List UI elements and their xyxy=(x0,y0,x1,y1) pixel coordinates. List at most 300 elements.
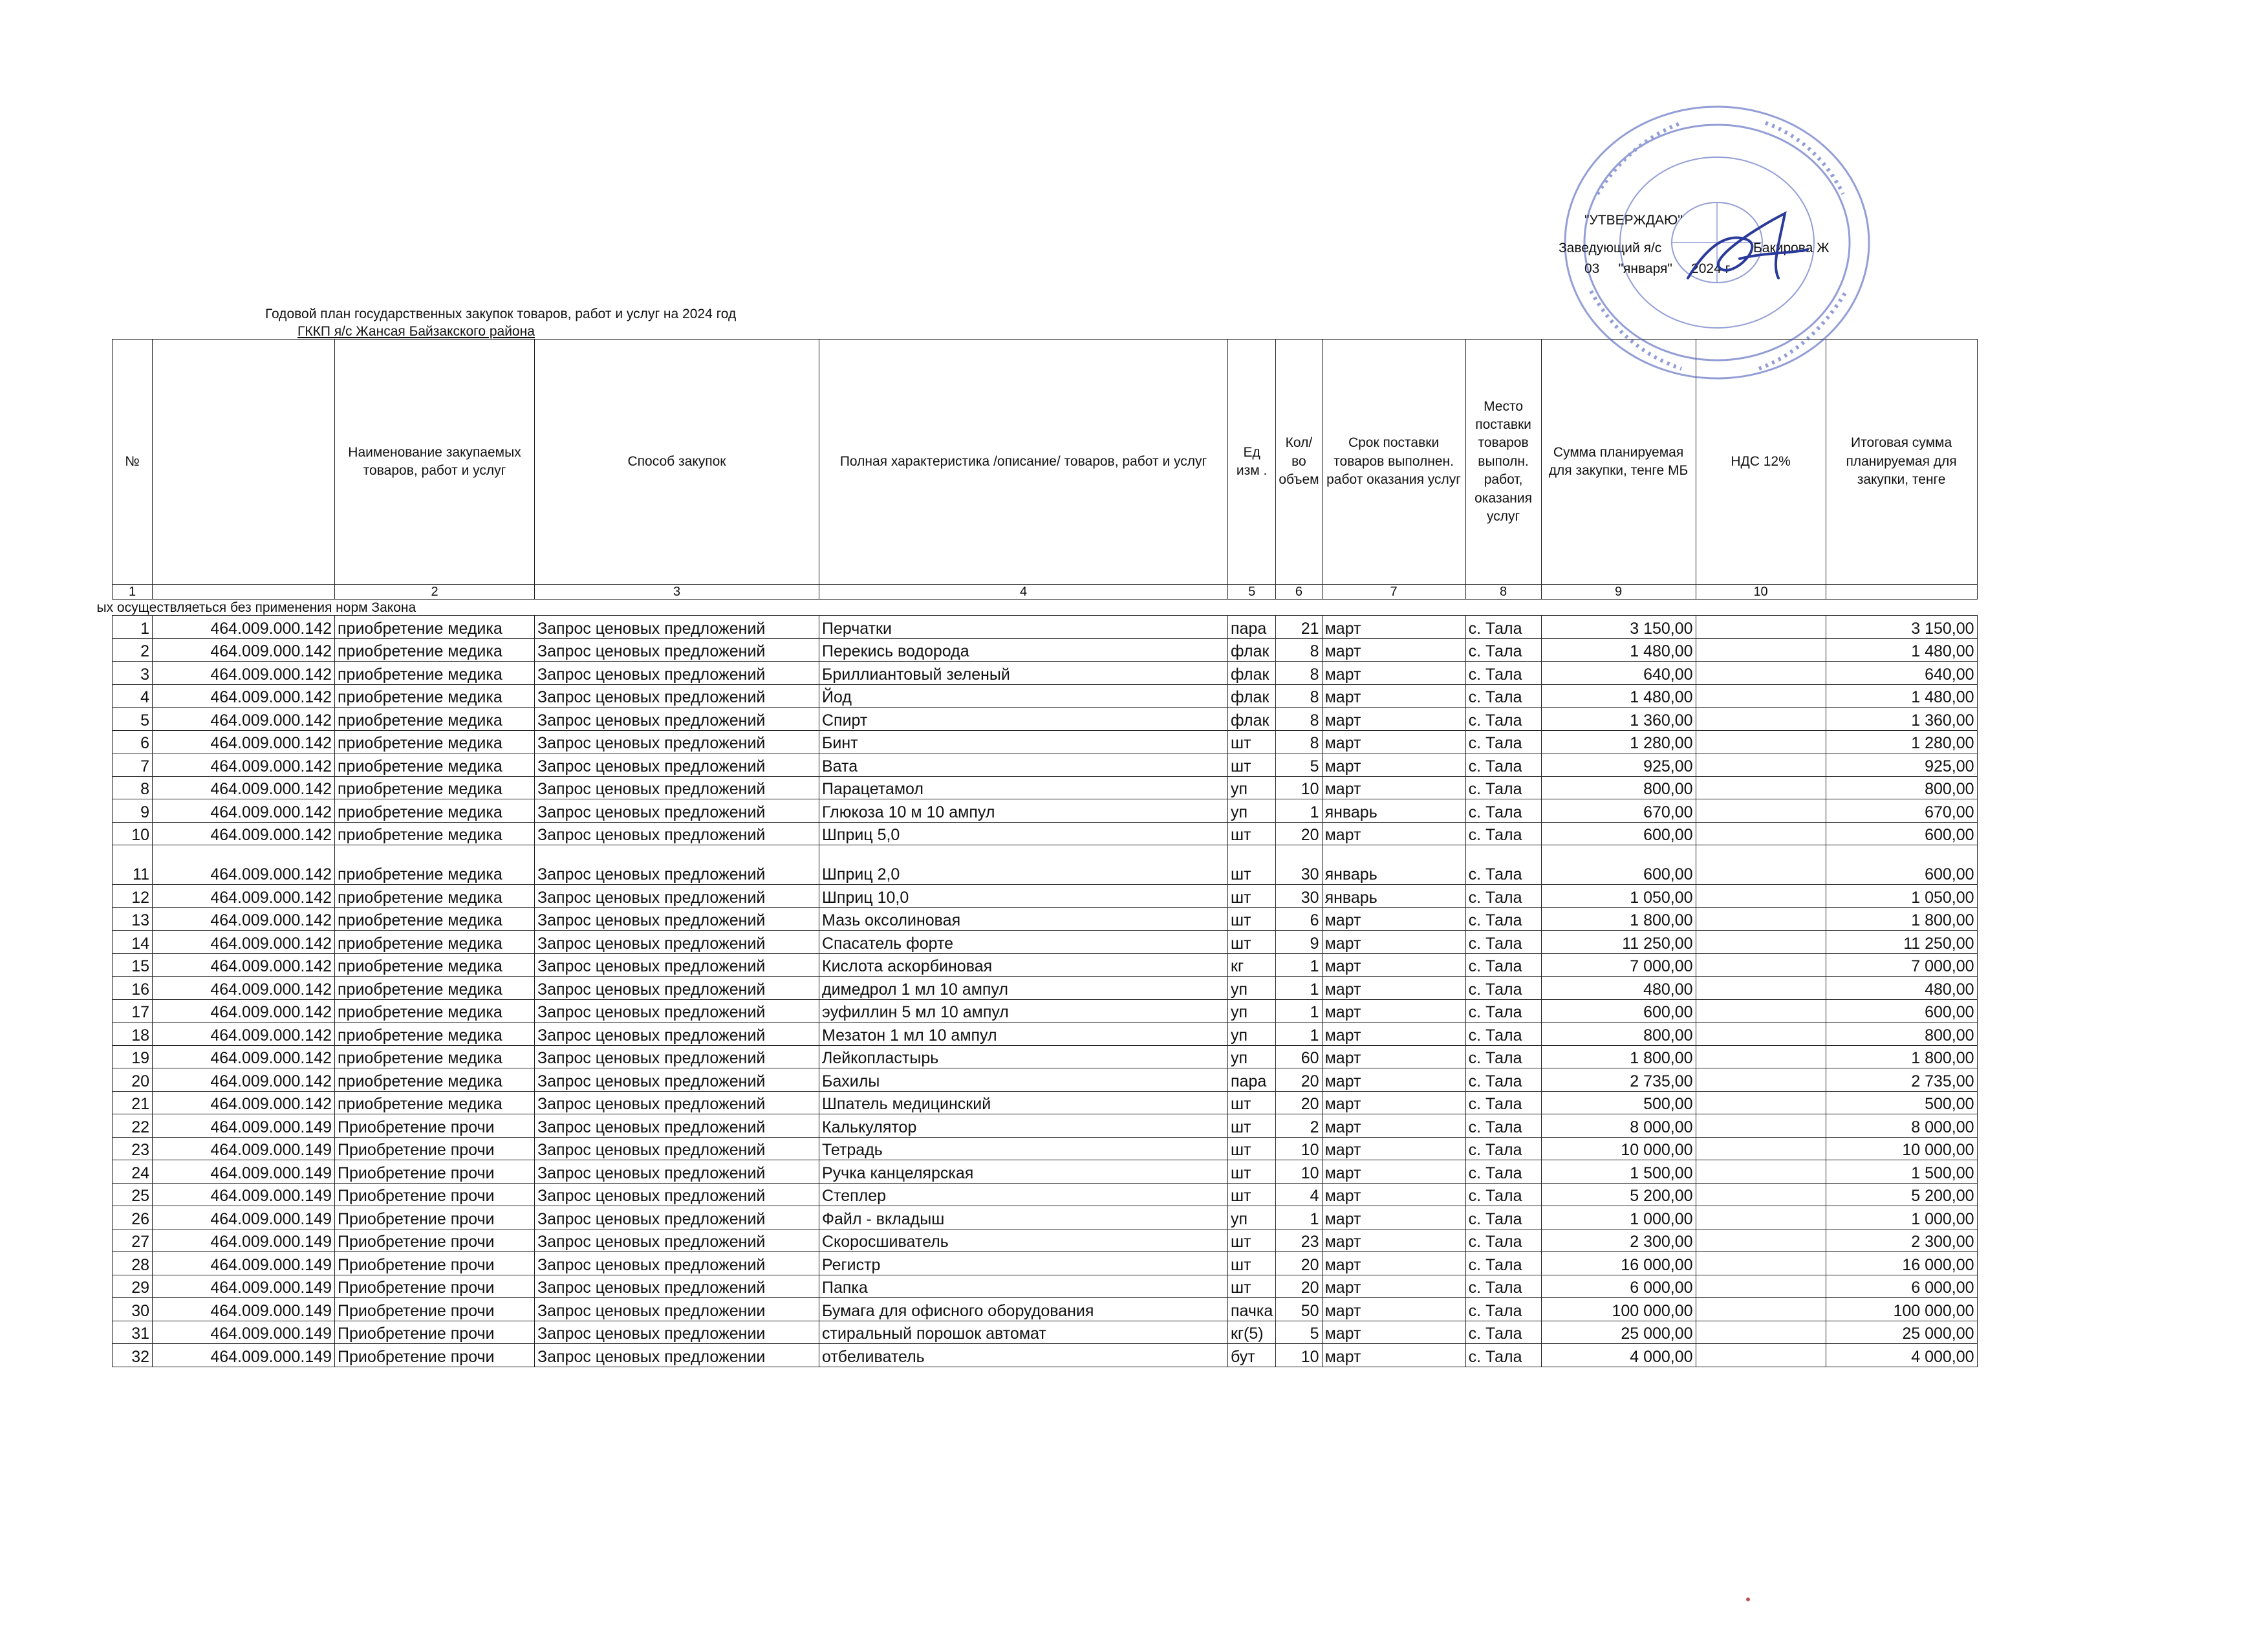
item-description: Тетрадь xyxy=(819,1137,1228,1160)
row-number: 20 xyxy=(113,1068,153,1092)
column-number: 7 xyxy=(1322,585,1465,600)
budget-code: 464.009.000.142 xyxy=(153,1091,335,1114)
vat-amount xyxy=(1696,1045,1826,1068)
total-sum: 11 250,00 xyxy=(1826,931,1977,954)
procurement-method: Запрос ценовых предложений xyxy=(535,616,819,639)
vat-amount xyxy=(1696,1137,1826,1160)
item-name: Приобретение прочи xyxy=(335,1183,535,1206)
planned-sum: 1 360,00 xyxy=(1541,708,1696,731)
unit: флак xyxy=(1228,638,1276,662)
quantity: 2 xyxy=(1276,1114,1322,1138)
quantity: 1 xyxy=(1276,1023,1322,1046)
table-row xyxy=(113,776,1978,799)
planned-sum: 600,00 xyxy=(1541,822,1696,845)
row-number: 1 xyxy=(113,616,153,639)
procurement-method: Запрос ценовых предложений xyxy=(535,845,819,885)
item-description: Калькулятор xyxy=(819,1114,1228,1138)
planned-sum: 925,00 xyxy=(1541,753,1696,777)
budget-code: 464.009.000.149 xyxy=(153,1252,335,1275)
procurement-method: Запрос ценовых предложений xyxy=(535,1045,819,1068)
budget-code: 464.009.000.142 xyxy=(153,931,335,954)
delivery-place: с. Тала xyxy=(1465,1321,1541,1344)
total-sum: 3 150,00 xyxy=(1826,616,1977,639)
delivery-place: с. Тала xyxy=(1465,1275,1541,1298)
item-description: Кислота аскорбиновая xyxy=(819,953,1228,977)
unit: шт xyxy=(1228,1160,1276,1184)
table-row xyxy=(113,1114,1978,1138)
row-number: 12 xyxy=(113,885,153,908)
unit: уп xyxy=(1228,776,1276,799)
item-description: Шприц 10,0 xyxy=(819,885,1228,908)
row-number: 13 xyxy=(113,907,153,931)
delivery-place: с. Тала xyxy=(1465,931,1541,954)
quantity: 8 xyxy=(1276,662,1322,685)
procurement-method: Запрос ценовых предложений xyxy=(535,1183,819,1206)
total-sum: 6 000,00 xyxy=(1826,1275,1977,1298)
item-name: приобретение медика xyxy=(335,753,535,777)
item-description: Спирт xyxy=(819,708,1228,731)
delivery-place: с. Тала xyxy=(1465,885,1541,908)
header-cell: Сумма планируемая для закупки, тенге МБ xyxy=(1541,340,1696,585)
item-name: Приобретение прочи xyxy=(335,1137,535,1160)
item-description: эуфиллин 5 мл 10 ампул xyxy=(819,999,1228,1023)
header-cell: НДС 12% xyxy=(1696,340,1826,585)
budget-code: 464.009.000.142 xyxy=(153,1023,335,1046)
delivery-term: март xyxy=(1322,1091,1465,1114)
budget-code: 464.009.000.142 xyxy=(153,753,335,777)
delivery-term: март xyxy=(1322,708,1465,731)
unit: флак xyxy=(1228,684,1276,708)
quantity: 10 xyxy=(1276,776,1322,799)
delivery-term: март xyxy=(1322,753,1465,777)
vat-amount xyxy=(1696,1344,1826,1367)
row-number: 28 xyxy=(113,1252,153,1275)
total-sum: 8 000,00 xyxy=(1826,1114,1977,1138)
delivery-term: март xyxy=(1322,1068,1465,1092)
unit: шт xyxy=(1228,1275,1276,1298)
quantity: 8 xyxy=(1276,684,1322,708)
quantity: 10 xyxy=(1276,1160,1322,1184)
procurement-method: Запрос ценовых предложений xyxy=(535,999,819,1023)
quantity: 23 xyxy=(1276,1229,1322,1252)
budget-code: 464.009.000.142 xyxy=(153,730,335,753)
unit: шт xyxy=(1228,822,1276,845)
vat-amount xyxy=(1696,1160,1826,1184)
delivery-place: с. Тала xyxy=(1465,1206,1541,1229)
item-description: отбеливатель xyxy=(819,1344,1228,1367)
quantity: 10 xyxy=(1276,1137,1322,1160)
quantity: 8 xyxy=(1276,638,1322,662)
quantity: 1 xyxy=(1276,999,1322,1023)
item-description: Перекись водорода xyxy=(819,638,1228,662)
budget-code: 464.009.000.149 xyxy=(153,1321,335,1344)
delivery-term: март xyxy=(1322,1137,1465,1160)
item-description: Бриллиантовый зеленый xyxy=(819,662,1228,685)
table-row xyxy=(113,999,1978,1023)
delivery-term: март xyxy=(1322,907,1465,931)
quantity: 20 xyxy=(1276,1091,1322,1114)
delivery-term: март xyxy=(1322,730,1465,753)
header-cell: № xyxy=(113,340,153,585)
item-name: приобретение медика xyxy=(335,1091,535,1114)
procurement-method: Запрос ценовых предложений xyxy=(535,684,819,708)
total-sum: 1 500,00 xyxy=(1826,1160,1977,1184)
section-note: ых осуществляеться без применения норм Закона xyxy=(96,600,416,615)
total-sum: 670,00 xyxy=(1826,799,1977,823)
budget-code: 464.009.000.149 xyxy=(153,1206,335,1229)
planned-sum: 5 200,00 xyxy=(1541,1183,1696,1206)
delivery-place: с. Тала xyxy=(1465,1137,1541,1160)
vat-amount xyxy=(1696,730,1826,753)
delivery-term: январь xyxy=(1322,845,1465,885)
item-name: Приобретение прочи xyxy=(335,1275,535,1298)
item-name: приобретение медика xyxy=(335,999,535,1023)
budget-code: 464.009.000.142 xyxy=(153,977,335,1000)
item-description: Мазь оксолиновая xyxy=(819,907,1228,931)
unit: уп xyxy=(1228,977,1276,1000)
column-number: 2 xyxy=(335,585,535,600)
delivery-term: март xyxy=(1322,1275,1465,1298)
row-number: 10 xyxy=(113,822,153,845)
header-cell: Полная характеристика /описание/ товаров, работ и услуг xyxy=(819,340,1228,585)
row-number: 6 xyxy=(113,730,153,753)
approval-day: 03 xyxy=(1584,261,1600,277)
budget-code: 464.009.000.142 xyxy=(153,999,335,1023)
procurement-method: Запрос ценовых предложении xyxy=(535,1298,819,1321)
planned-sum: 670,00 xyxy=(1541,799,1696,823)
item-name: приобретение медика xyxy=(335,730,535,753)
header-cell: Кол/во объем xyxy=(1276,340,1322,585)
signature-icon xyxy=(1681,207,1811,291)
row-number: 24 xyxy=(113,1160,153,1184)
quantity: 6 xyxy=(1276,907,1322,931)
total-sum: 800,00 xyxy=(1826,1023,1977,1046)
unit: уп xyxy=(1228,799,1276,823)
row-number: 4 xyxy=(113,684,153,708)
item-name: приобретение медика xyxy=(335,616,535,639)
total-sum: 7 000,00 xyxy=(1826,953,1977,977)
vat-amount xyxy=(1696,907,1826,931)
table-row xyxy=(113,1344,1978,1367)
item-name: Приобретение прочи xyxy=(335,1206,535,1229)
column-number-row xyxy=(113,585,1978,600)
delivery-place: с. Тала xyxy=(1465,1023,1541,1046)
total-sum: 5 200,00 xyxy=(1826,1183,1977,1206)
total-sum: 800,00 xyxy=(1826,776,1977,799)
delivery-term: март xyxy=(1322,616,1465,639)
table-row xyxy=(113,1068,1978,1092)
total-sum: 500,00 xyxy=(1826,1091,1977,1114)
budget-code: 464.009.000.142 xyxy=(153,662,335,685)
item-name: приобретение медика xyxy=(335,822,535,845)
unit: бут xyxy=(1228,1344,1276,1367)
procurement-method: Запрос ценовых предложении xyxy=(535,1344,819,1367)
planned-sum: 1 480,00 xyxy=(1541,638,1696,662)
planned-sum: 1 800,00 xyxy=(1541,907,1696,931)
delivery-place: с. Тала xyxy=(1465,907,1541,931)
procurement-method: Запрос ценовых предложений xyxy=(535,885,819,908)
row-number: 21 xyxy=(113,1091,153,1114)
quantity: 5 xyxy=(1276,753,1322,777)
budget-code: 464.009.000.142 xyxy=(153,1045,335,1068)
quantity: 30 xyxy=(1276,845,1322,885)
column-number: 10 xyxy=(1696,585,1826,600)
delivery-place: с. Тала xyxy=(1465,753,1541,777)
total-sum: 1 050,00 xyxy=(1826,885,1977,908)
planned-sum: 600,00 xyxy=(1541,999,1696,1023)
item-description: Глюкоза 10 м 10 ампул xyxy=(819,799,1228,823)
row-number: 22 xyxy=(113,1114,153,1138)
vat-amount xyxy=(1696,1023,1826,1046)
scan-speck xyxy=(1746,1597,1750,1601)
procurement-method: Запрос ценовых предложений xyxy=(535,1252,819,1275)
unit: шт xyxy=(1228,1091,1276,1114)
total-sum: 925,00 xyxy=(1826,753,1977,777)
quantity: 5 xyxy=(1276,1321,1322,1344)
vat-amount xyxy=(1696,822,1826,845)
total-sum: 480,00 xyxy=(1826,977,1977,1000)
delivery-term: март xyxy=(1322,1344,1465,1367)
delivery-place: с. Тала xyxy=(1465,822,1541,845)
vat-amount xyxy=(1696,1229,1826,1252)
item-description: Бахилы xyxy=(819,1068,1228,1092)
item-description: Бинт xyxy=(819,730,1228,753)
delivery-term: март xyxy=(1322,662,1465,685)
table-row xyxy=(113,885,1978,908)
item-name: приобретение медика xyxy=(335,1045,535,1068)
procurement-method: Запрос ценовых предложений xyxy=(535,1137,819,1160)
unit: пара xyxy=(1228,616,1276,639)
planned-sum: 100 000,00 xyxy=(1541,1298,1696,1321)
quantity: 20 xyxy=(1276,1252,1322,1275)
item-name: Приобретение прочи xyxy=(335,1160,535,1184)
header-cell: Место поставки товаров выполн. работ, оказания услуг xyxy=(1465,340,1541,585)
delivery-term: март xyxy=(1322,1023,1465,1046)
planned-sum: 6 000,00 xyxy=(1541,1275,1696,1298)
row-number: 9 xyxy=(113,799,153,823)
table-row xyxy=(113,1160,1978,1184)
unit: уп xyxy=(1228,1045,1276,1068)
planned-sum: 640,00 xyxy=(1541,662,1696,685)
item-description: Шприц 5,0 xyxy=(819,822,1228,845)
total-sum: 1 360,00 xyxy=(1826,708,1977,731)
delivery-term: март xyxy=(1322,953,1465,977)
row-number: 5 xyxy=(113,708,153,731)
row-number: 16 xyxy=(113,977,153,1000)
column-number: 6 xyxy=(1276,585,1322,600)
item-description: Перчатки xyxy=(819,616,1228,639)
procurement-method: Запрос ценовых предложений xyxy=(535,638,819,662)
unit: шт xyxy=(1228,753,1276,777)
planned-sum: 800,00 xyxy=(1541,776,1696,799)
table-row xyxy=(113,616,1978,639)
row-number: 7 xyxy=(113,753,153,777)
table-row xyxy=(113,1252,1978,1275)
quantity: 20 xyxy=(1276,1275,1322,1298)
planned-sum: 1 280,00 xyxy=(1541,730,1696,753)
planned-sum: 25 000,00 xyxy=(1541,1321,1696,1344)
item-description: Бумага для офисного оборудования xyxy=(819,1298,1228,1321)
item-name: Приобретение прочи xyxy=(335,1229,535,1252)
item-name: Приобретение прочи xyxy=(335,1252,535,1275)
table-row xyxy=(113,1091,1978,1114)
unit: шт xyxy=(1228,730,1276,753)
table-row xyxy=(113,822,1978,845)
unit: шт xyxy=(1228,1183,1276,1206)
delivery-term: март xyxy=(1322,684,1465,708)
vat-amount xyxy=(1696,1252,1826,1275)
delivery-term: март xyxy=(1322,1321,1465,1344)
delivery-term: март xyxy=(1322,1160,1465,1184)
vat-amount xyxy=(1696,999,1826,1023)
unit: шт xyxy=(1228,845,1276,885)
item-description: Лейкопластырь xyxy=(819,1045,1228,1068)
unit: шт xyxy=(1228,1252,1276,1275)
vat-amount xyxy=(1696,616,1826,639)
table-row xyxy=(113,1206,1978,1229)
budget-code: 464.009.000.149 xyxy=(153,1298,335,1321)
unit: флак xyxy=(1228,662,1276,685)
budget-code: 464.009.000.142 xyxy=(153,616,335,639)
item-name: приобретение медика xyxy=(335,845,535,885)
item-description: Шпатель медицинский xyxy=(819,1091,1228,1114)
item-description: Вата xyxy=(819,753,1228,777)
approval-name: Бакирова Ж xyxy=(1753,240,1830,255)
item-name: приобретение медика xyxy=(335,907,535,931)
procurement-method: Запрос ценовых предложений xyxy=(535,799,819,823)
row-number: 18 xyxy=(113,1023,153,1046)
column-number: 8 xyxy=(1465,585,1541,600)
planned-sum: 1 480,00 xyxy=(1541,684,1696,708)
approval-month: "января" xyxy=(1618,261,1672,277)
row-number: 31 xyxy=(113,1321,153,1344)
total-sum: 25 000,00 xyxy=(1826,1321,1977,1344)
total-sum: 4 000,00 xyxy=(1826,1344,1977,1367)
row-number: 17 xyxy=(113,999,153,1023)
item-name: Приобретение прочи xyxy=(335,1321,535,1344)
row-number: 14 xyxy=(113,931,153,954)
item-name: приобретение медика xyxy=(335,977,535,1000)
total-sum: 1 480,00 xyxy=(1826,684,1977,708)
row-number: 19 xyxy=(113,1045,153,1068)
delivery-place: с. Тала xyxy=(1465,616,1541,639)
quantity: 4 xyxy=(1276,1183,1322,1206)
unit: пачка xyxy=(1228,1298,1276,1321)
budget-code: 464.009.000.142 xyxy=(153,822,335,845)
vat-amount xyxy=(1696,662,1826,685)
item-description: Мезатон 1 мл 10 ампул xyxy=(819,1023,1228,1046)
item-name: приобретение медика xyxy=(335,1068,535,1092)
delivery-place: с. Тала xyxy=(1465,799,1541,823)
quantity: 9 xyxy=(1276,931,1322,954)
item-description: Парацетамол xyxy=(819,776,1228,799)
procurement-method: Запрос ценовых предложений xyxy=(535,753,819,777)
item-name: приобретение медика xyxy=(335,953,535,977)
total-sum: 1 000,00 xyxy=(1826,1206,1977,1229)
vat-amount xyxy=(1696,1183,1826,1206)
procurement-method: Запрос ценовых предложений xyxy=(535,1114,819,1138)
quantity: 21 xyxy=(1276,616,1322,639)
table-row xyxy=(113,953,1978,977)
budget-code: 464.009.000.142 xyxy=(153,638,335,662)
quantity: 1 xyxy=(1276,953,1322,977)
quantity: 60 xyxy=(1276,1045,1322,1068)
item-name: приобретение медика xyxy=(335,885,535,908)
table-row xyxy=(113,931,1978,954)
delivery-term: январь xyxy=(1322,799,1465,823)
row-number: 27 xyxy=(113,1229,153,1252)
unit: шт xyxy=(1228,931,1276,954)
delivery-place: с. Тала xyxy=(1465,953,1541,977)
delivery-place: с. Тала xyxy=(1465,1229,1541,1252)
item-description: димедрол 1 мл 10 ампул xyxy=(819,977,1228,1000)
vat-amount xyxy=(1696,1206,1826,1229)
unit: флак xyxy=(1228,708,1276,731)
vat-amount xyxy=(1696,1298,1826,1321)
unit: кг(5) xyxy=(1228,1321,1276,1344)
budget-code: 464.009.000.142 xyxy=(153,953,335,977)
planned-sum: 11 250,00 xyxy=(1541,931,1696,954)
delivery-place: с. Тала xyxy=(1465,1298,1541,1321)
delivery-term: март xyxy=(1322,1298,1465,1321)
header-cell: Срок поставки товаров выполнен. работ оказания услуг xyxy=(1322,340,1465,585)
header-cell: Ед изм . xyxy=(1228,340,1276,585)
vat-amount xyxy=(1696,753,1826,777)
quantity: 10 xyxy=(1276,1344,1322,1367)
planned-sum: 800,00 xyxy=(1541,1023,1696,1046)
row-number: 8 xyxy=(113,776,153,799)
organization-name: ГККП я/с Жансая Байзакского района xyxy=(297,324,535,340)
table-row xyxy=(113,730,1978,753)
unit: шт xyxy=(1228,907,1276,931)
delivery-place: с. Тала xyxy=(1465,1160,1541,1184)
planned-sum: 1 000,00 xyxy=(1541,1206,1696,1229)
header-cell xyxy=(153,340,335,585)
vat-amount xyxy=(1696,1275,1826,1298)
row-number: 32 xyxy=(113,1344,153,1367)
item-name: Приобретение прочи xyxy=(335,1344,535,1367)
procurement-method: Запрос ценовых предложений xyxy=(535,1206,819,1229)
table-row xyxy=(113,1023,1978,1046)
row-number: 29 xyxy=(113,1275,153,1298)
item-name: приобретение медика xyxy=(335,708,535,731)
unit: уп xyxy=(1228,1023,1276,1046)
header-cell: Наименование закупаемых товаров, работ и услуг xyxy=(335,340,535,585)
item-name: приобретение медика xyxy=(335,638,535,662)
item-name: Приобретение прочи xyxy=(335,1298,535,1321)
delivery-term: март xyxy=(1322,977,1465,1000)
delivery-term: март xyxy=(1322,776,1465,799)
header-cell: Итоговая сумма планируемая для закупки, тенге xyxy=(1826,340,1977,585)
procurement-method: Запрос ценовых предложений xyxy=(535,730,819,753)
delivery-term: март xyxy=(1322,1045,1465,1068)
vat-amount xyxy=(1696,776,1826,799)
total-sum: 600,00 xyxy=(1826,822,1977,845)
quantity: 8 xyxy=(1276,708,1322,731)
vat-amount xyxy=(1696,638,1826,662)
procurement-method: Запрос ценовых предложений xyxy=(535,822,819,845)
item-name: приобретение медика xyxy=(335,662,535,685)
column-number: 5 xyxy=(1228,585,1276,600)
row-number: 15 xyxy=(113,953,153,977)
vat-amount xyxy=(1696,799,1826,823)
budget-code: 464.009.000.149 xyxy=(153,1229,335,1252)
procurement-method: Запрос ценовых предложений xyxy=(535,1160,819,1184)
vat-amount xyxy=(1696,977,1826,1000)
unit: шт xyxy=(1228,885,1276,908)
budget-code: 464.009.000.142 xyxy=(153,708,335,731)
row-number: 11 xyxy=(113,845,153,885)
